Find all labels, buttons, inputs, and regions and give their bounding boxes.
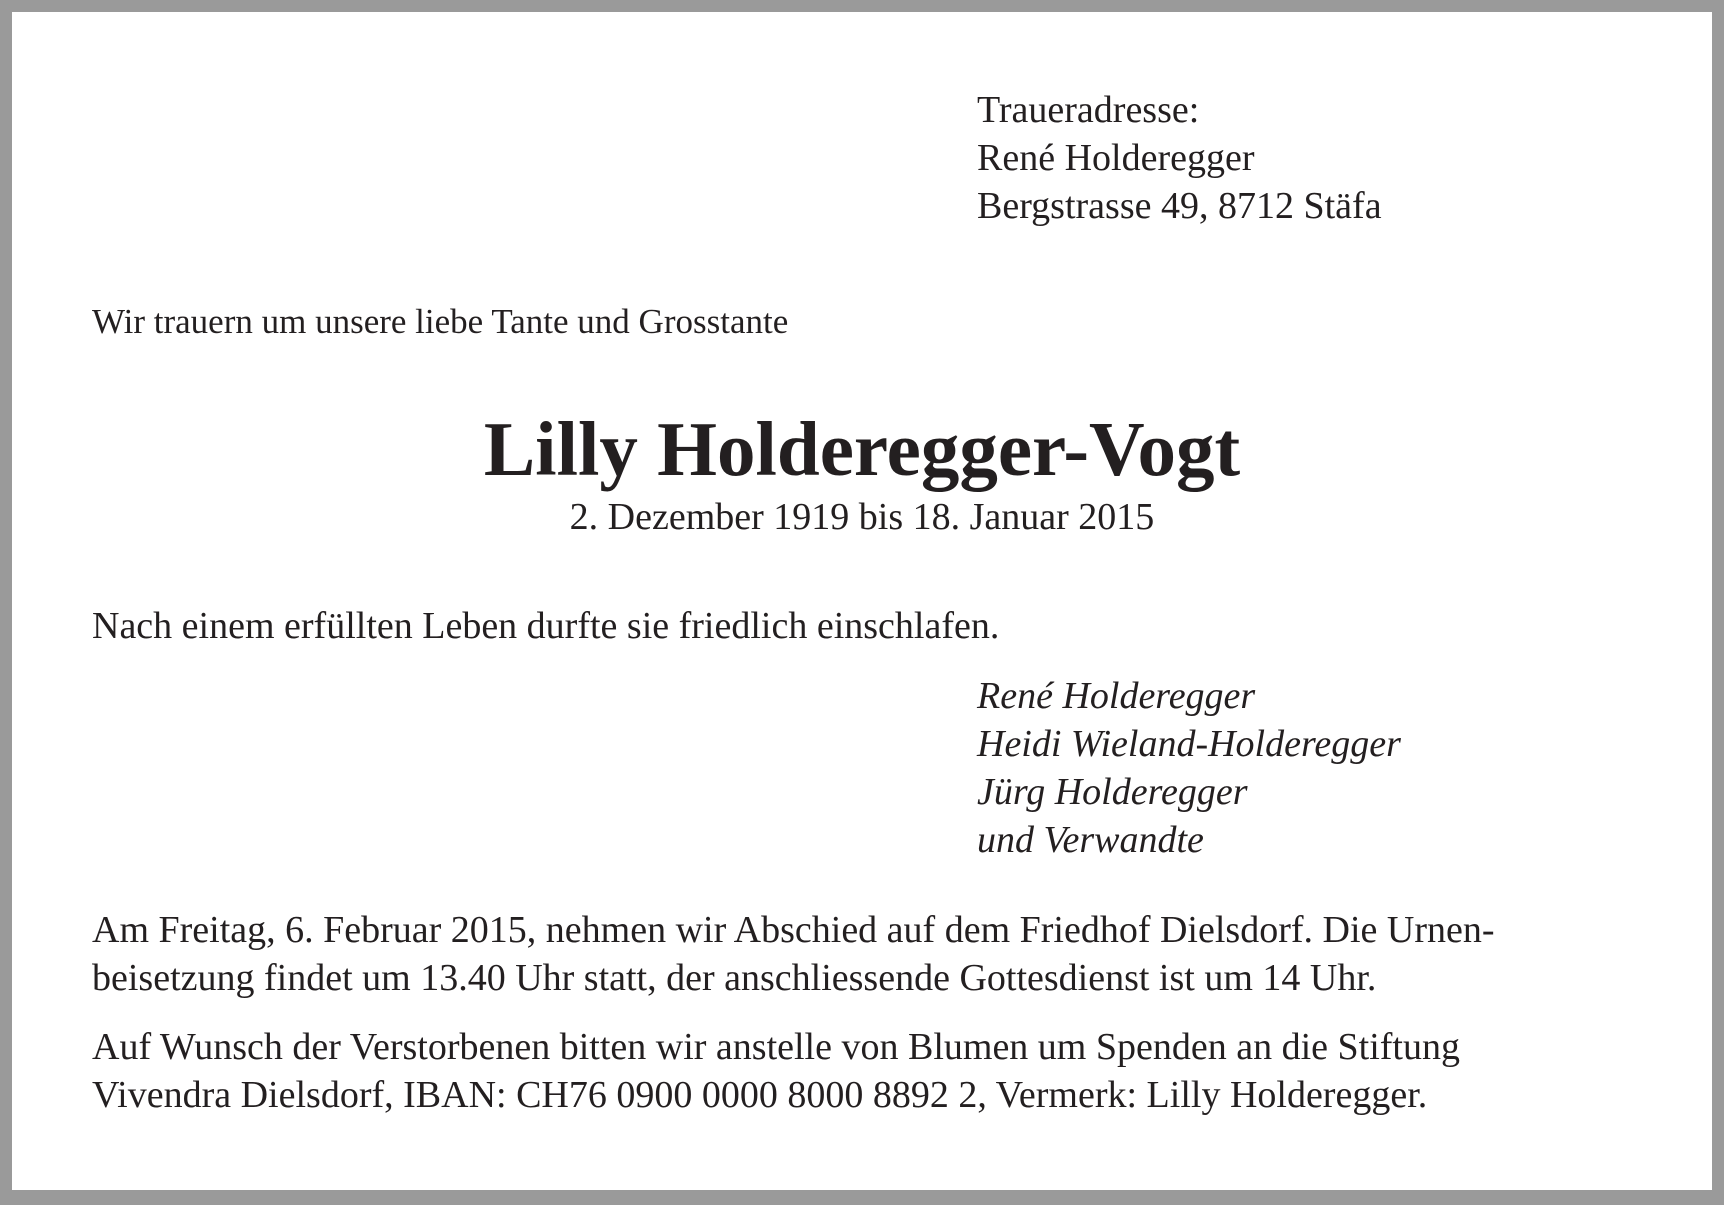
- mourner-name: René Holderegger: [977, 675, 1256, 717]
- mourner-name: Heidi Wieland-Holderegger: [977, 723, 1401, 765]
- donation-line: Auf Wunsch der Verstorbenen bitten wir anstelle von Blumen um Spenden an die Stiftung: [92, 1026, 1460, 1068]
- ceremony-paragraph: [92, 906, 1654, 1002]
- mourning-address-name: René Holderegger: [977, 137, 1255, 179]
- mourner-name: Jürg Holderegger: [977, 771, 1248, 813]
- mourning-address-label: Traueradresse:: [977, 89, 1200, 131]
- deceased-name: Lilly Holderegger-Vogt: [483, 406, 1241, 492]
- mourning-address: [977, 86, 1382, 230]
- ceremony-line: Am Freitag, 6. Februar 2015, nehmen wir Abschied auf dem Friedhof Dielsdorf. Die Urnen-: [92, 909, 1495, 951]
- mourning-address-street: Bergstrasse 49, 8712 Stäfa: [977, 185, 1382, 227]
- obituary-card: [12, 12, 1712, 1190]
- life-dates: 2. Dezember 1919 bis 18. Januar 2015: [569, 496, 1155, 538]
- mourners-list: [977, 672, 1401, 864]
- mourner-name: und Verwandte: [977, 819, 1204, 861]
- intro-text: Wir trauern um unsere liebe Tante und Grosstante: [92, 302, 789, 341]
- donation-line: Vivendra Dielsdorf, IBAN: CH76 0900 0000 8000 8892 2, Vermerk: Lilly Holderegger.: [92, 1074, 1428, 1116]
- donation-paragraph: [92, 1023, 1654, 1119]
- statement-text: Nach einem erfüllten Leben durfte sie friedlich einschlafen.: [92, 605, 1000, 647]
- ceremony-line: beisetzung findet um 13.40 Uhr statt, der anschliessende Gottesdienst ist um 14 Uhr.: [92, 957, 1377, 999]
